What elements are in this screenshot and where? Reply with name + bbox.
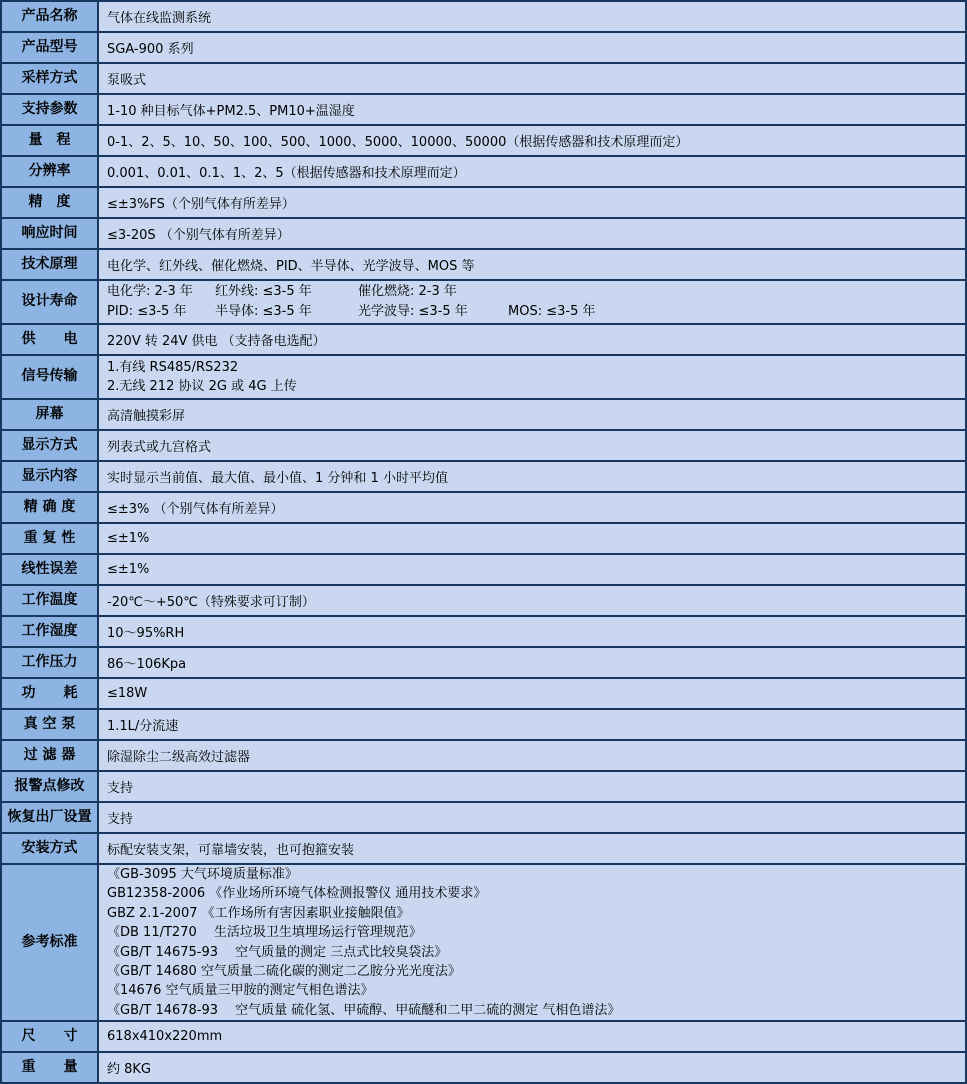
spec-value-line: 《GB/T 14678-93 空气质量 硫化氢、甲硫醇、甲硫醚和二甲二硫的测定 气相色谱法》 [107,1002,621,1018]
spec-row-label: 工作压力 [2,648,97,677]
spec-row-value: 支持 [99,803,965,832]
spec-row-value: 0.001、0.01、0.1、1、2、5（根据传感器和技术原理而定） [99,157,965,186]
spec-row-value: 618x410x220mm [99,1022,965,1051]
spec-value-line: GB12358-2006 《作业场所环境气体检测报警仪 通用技术要求》 [107,886,487,902]
spec-row [2,741,965,770]
spec-row [2,1022,965,1051]
spec-row-label: 报警点修改 [2,772,97,801]
spec-row [2,586,965,615]
spec-row-value: ≤18W [99,679,965,708]
spec-row-label: 显示内容 [2,462,97,491]
spec-row-label: 分辨率 [2,157,97,186]
spec-row [2,555,965,584]
spec-row [2,188,965,217]
spec-row-value: ≤±1% [99,524,965,553]
spec-row [2,95,965,124]
spec-row-value: 1.1L/分流速 [99,710,965,739]
lifespan-item: 光学波导: ≤3-5 年 [358,304,468,319]
lifespan-item: PID: ≤3-5 年 [107,304,187,319]
spec-row-label: 工作湿度 [2,617,97,646]
spec-row-label: 采样方式 [2,64,97,93]
spec-row-value: 10～95%RH [99,617,965,646]
spec-row [2,524,965,553]
spec-row [2,356,965,398]
spec-row-value: 220V 转 24V 供电 （支持备电选配） [99,325,965,354]
spec-row-label: 信号传输 [2,356,97,398]
spec-row-value: 泵吸式 [99,64,965,93]
spec-row [2,157,965,186]
lifespan-line [107,302,959,322]
spec-value-line: 《GB-3095 大气环境质量标准》 [107,866,298,882]
spec-row-label: 显示方式 [2,431,97,460]
spec-row-label: 产品名称 [2,2,97,31]
spec-row [2,772,965,801]
spec-row-label: 重 复 性 [2,524,97,553]
spec-row-label: 线性误差 [2,555,97,584]
spec-row-label: 响应时间 [2,219,97,248]
spec-row [2,865,965,1020]
spec-row-value: 86～106Kpa [99,648,965,677]
spec-row-value: 1-10 种目标气体+PM2.5、PM10+温湿度 [99,95,965,124]
spec-row-label: 尺 寸 [2,1022,97,1051]
spec-row [2,33,965,62]
spec-row-value: ≤3-20S （个别气体有所差异） [99,219,965,248]
spec-row [2,64,965,93]
spec-row [2,2,965,31]
spec-row-value: 除湿除尘二级高效过滤器 [99,741,965,770]
spec-row [2,803,965,832]
spec-row-label: 供 电 [2,325,97,354]
spec-row [2,431,965,460]
spec-row-label: 量 程 [2,126,97,155]
spec-row-value: ≤±3%FS（个别气体有所差异） [99,188,965,217]
spec-row-value: 高清触摸彩屏 [99,400,965,429]
spec-row-label: 安装方式 [2,834,97,863]
spec-row-value: 约 8KG [99,1053,965,1082]
spec-row-label: 精 度 [2,188,97,217]
spec-row-label: 支持参数 [2,95,97,124]
spec-row [2,281,965,323]
spec-row-value: 0-1、2、5、10、50、100、500、1000、5000、10000、50000（根据传感器和技术原理而定） [99,126,965,155]
spec-row-label: 功 耗 [2,679,97,708]
spec-value-line: 《GB/T 14675-93 空气质量的测定 三点式比较臭袋法》 [107,944,448,960]
spec-row [2,834,965,863]
spec-row-value: 标配安装支架，可靠墙安装，也可抱箍安装 [99,834,965,863]
spec-value-line: 《DB 11/T270 生活垃圾卫生填埋场运行管理规范》 [107,925,422,941]
spec-row-label: 产品型号 [2,33,97,62]
spec-row [2,250,965,279]
spec-value-line: 2.无线 212 协议 2G 或 4G 上传 [107,379,297,394]
spec-row-label: 精 确 度 [2,493,97,522]
spec-row-value: SGA-900 系列 [99,33,965,62]
spec-value-line: GBZ 2.1-2007 《工作场所有害因素职业接触限值》 [107,905,410,921]
spec-row-label: 参考标准 [2,865,97,1020]
spec-row [2,325,965,354]
spec-row-value: 列表式或九宫格式 [99,431,965,460]
spec-row [2,1053,965,1082]
spec-row-value: 支持 [99,772,965,801]
lifespan-item: MOS: ≤3-5 年 [508,304,596,319]
spec-row-value: ≤±3% （个别气体有所差异） [99,493,965,522]
spec-row-label: 工作温度 [2,586,97,615]
spec-row-label: 重 量 [2,1053,97,1082]
spec-row [2,126,965,155]
lifespan-item: 催化燃烧: 2-3 年 [358,284,457,299]
lifespan-line [107,282,959,302]
spec-row-value: 气体在线监测系统 [99,2,965,31]
spec-value-line: 《GB/T 14680 空气质量二硫化碳的测定二乙胺分光光度法》 [107,963,461,979]
lifespan-item: 半导体: ≤3-5 年 [215,304,312,319]
spec-row-value: 电化学、红外线、催化燃烧、PID、半导体、光学波导、MOS 等 [99,250,965,279]
spec-row-value [99,281,965,323]
spec-row [2,400,965,429]
spec-row-label: 过 滤 器 [2,741,97,770]
spec-row-label: 恢复出厂设置 [2,803,97,832]
spec-row-value [99,865,965,1020]
spec-value-line: 《14676 空气质量三甲胺的测定气相色谱法》 [107,983,374,999]
spec-row [2,462,965,491]
spec-row [2,679,965,708]
spec-row-label: 技术原理 [2,250,97,279]
spec-row [2,648,965,677]
spec-row-label: 真 空 泵 [2,710,97,739]
spec-row [2,617,965,646]
spec-value-line: 1.有线 RS485/RS232 [107,359,239,375]
lifespan-item: 电化学: 2-3 年 [107,284,193,299]
spec-row-value [99,356,965,398]
spec-row-label: 屏幕 [2,400,97,429]
spec-row [2,710,965,739]
spec-row-label: 设计寿命 [2,281,97,323]
spec-row-value: 实时显示当前值、最大值、最小值、1 分钟和 1 小时平均值 [99,462,965,491]
lifespan-item: 红外线: ≤3-5 年 [215,284,312,299]
spec-row-value: -20℃～+50℃（特殊要求可订制） [99,586,965,615]
spec-row-value: ≤±1% [99,555,965,584]
spec-row [2,493,965,522]
spec-row [2,219,965,248]
